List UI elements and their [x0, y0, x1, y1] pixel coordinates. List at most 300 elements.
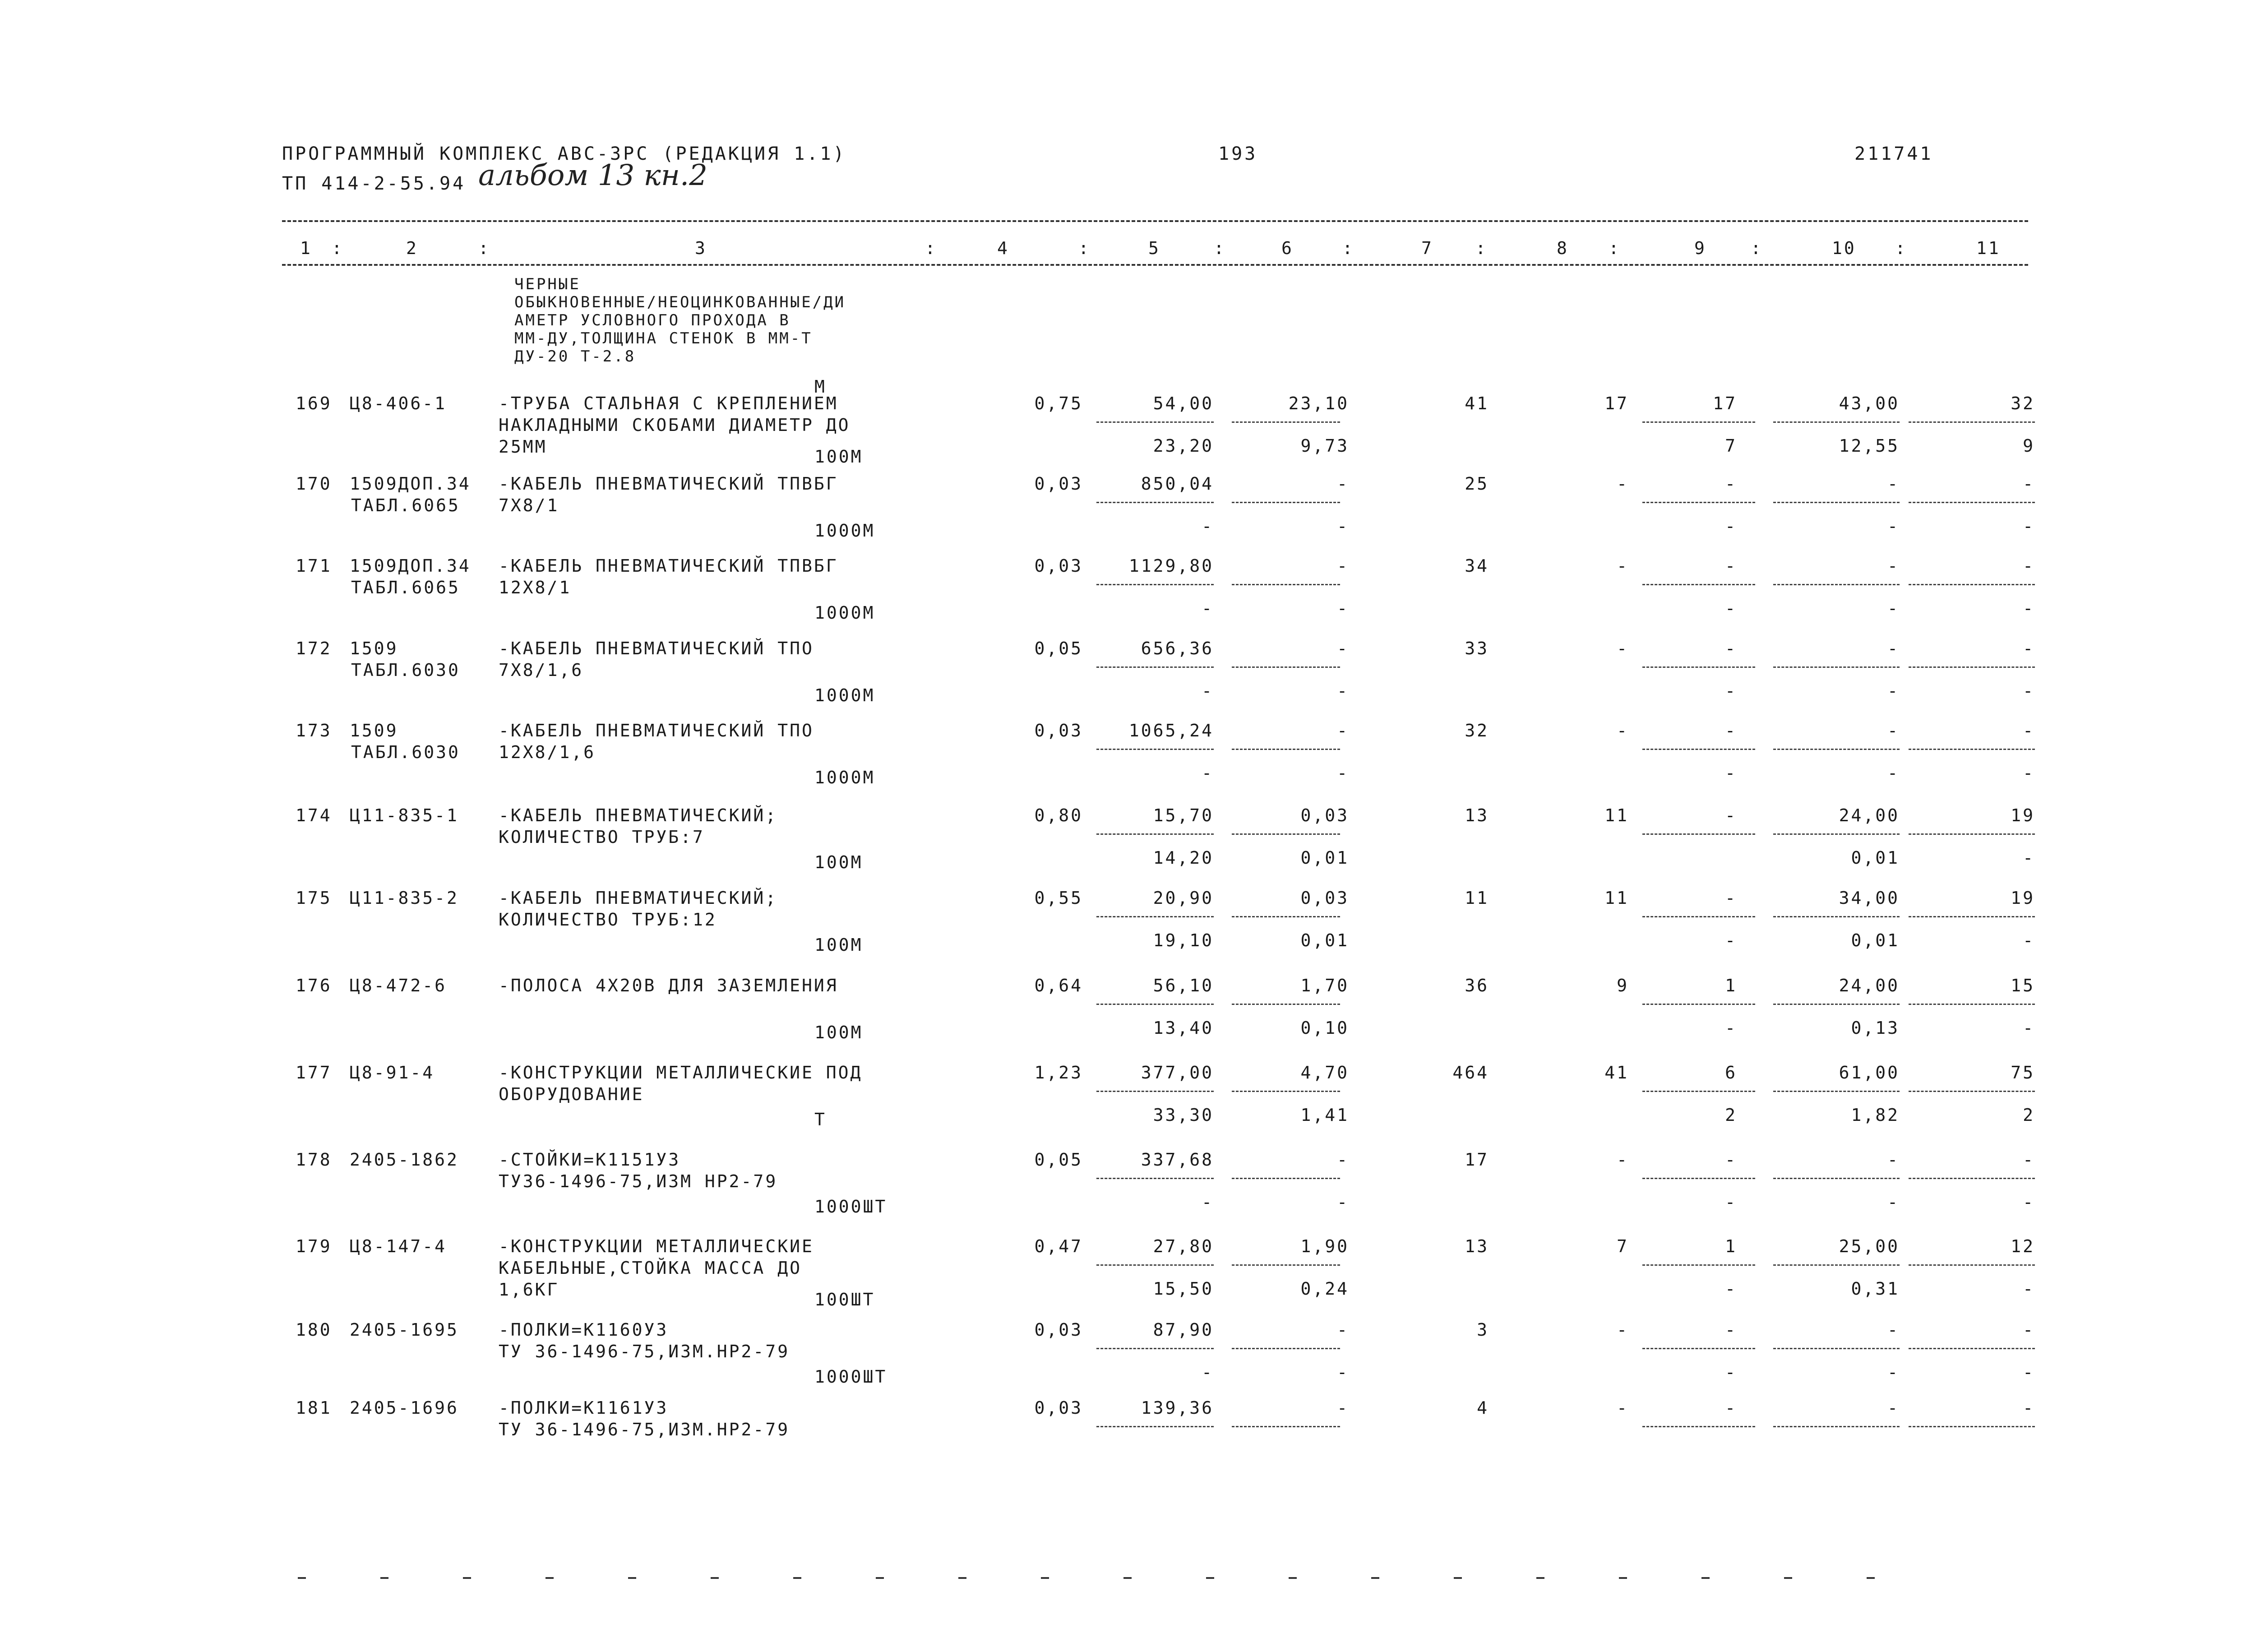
column-separator: : [1214, 238, 1226, 258]
cell-col7: 17 [1465, 1150, 1489, 1170]
cell-col10-lower: 0,13 [1851, 1018, 1900, 1038]
cell-underline [1642, 916, 1755, 917]
cell-col11-lower: - [2023, 763, 2035, 783]
row-unit: 1000ШТ [814, 1367, 888, 1387]
row-code: Ц8-147-4 [350, 1236, 447, 1256]
cell-col11: - [2023, 474, 2035, 494]
cell-col5-lower: 13,40 [1153, 1018, 1214, 1038]
bottom-dash [1454, 1577, 1462, 1579]
row-code: ТАБЛ.6065 [351, 578, 460, 597]
handwritten-note: альбом 13 кн.2 [478, 159, 707, 192]
column-separator: : [332, 238, 344, 258]
bottom-dash [958, 1577, 966, 1579]
row-description: КАБЕЛЬНЫЕ,СТОЙКА МАССА ДО [499, 1258, 802, 1278]
cell-col6-lower: 9,73 [1300, 436, 1349, 456]
cell-underline [1096, 1091, 1214, 1092]
cell-col8: - [1617, 1150, 1629, 1170]
cell-col5: 850,04 [1141, 474, 1214, 494]
column-header: 5 [1148, 238, 1160, 258]
cell-col10-lower: - [1887, 598, 1900, 618]
row-unit: 100М [814, 935, 863, 955]
cell-col8: - [1617, 1320, 1629, 1340]
cell-col6-lower: 0,01 [1300, 848, 1349, 868]
row-number: 170 [296, 474, 332, 494]
cell-underline [1773, 916, 1900, 917]
cell-col4: 0,03 [1034, 1320, 1083, 1340]
cell-underline [1096, 1178, 1214, 1179]
cell-col11-lower: - [2023, 848, 2035, 868]
cell-col9-lower: - [1725, 1279, 1737, 1299]
row-number: 173 [296, 721, 332, 740]
cell-underline [1096, 749, 1214, 750]
cell-underline [1909, 749, 2035, 750]
cell-col6: - [1337, 556, 1349, 576]
row-code: 1509 [350, 721, 398, 740]
cell-col8: - [1617, 1398, 1629, 1418]
cell-col10-lower: 0,01 [1851, 848, 1900, 868]
row-unit: 1000ШТ [814, 1197, 888, 1217]
row-number: 180 [296, 1320, 332, 1340]
cell-col8: 41 [1604, 1063, 1629, 1083]
row-description: 12Х8/1,6 [499, 742, 596, 762]
cell-col5-lower: 14,20 [1153, 848, 1214, 868]
cell-col9-lower: - [1725, 1018, 1737, 1038]
row-description: ТУ36-1496-75,ИЗМ НР2-79 [499, 1171, 778, 1191]
cell-col10: 34,00 [1839, 888, 1900, 908]
cell-underline [1773, 502, 1900, 503]
page-number: 193 [1218, 143, 1258, 164]
cell-col11: - [2023, 721, 2035, 740]
cell-underline [1642, 1178, 1755, 1179]
cell-col6-lower: 0,24 [1300, 1279, 1349, 1299]
cell-col5: 1129,80 [1128, 556, 1214, 576]
cell-underline [1232, 666, 1340, 668]
cell-col11: 19 [2011, 888, 2035, 908]
column-header: 10 [1832, 238, 1856, 258]
cell-col8: 11 [1604, 888, 1629, 908]
cell-col4: 0,03 [1034, 1398, 1083, 1418]
cell-col8: - [1617, 474, 1629, 494]
cell-col10-lower: 12,55 [1839, 436, 1900, 456]
row-description: -КОНСТРУКЦИИ МЕТАЛЛИЧЕСКИЕ [499, 1236, 814, 1256]
header-rule-bottom [282, 264, 2028, 266]
cell-underline [1232, 1091, 1340, 1092]
cell-underline [1773, 833, 1900, 835]
cell-col10: 24,00 [1839, 805, 1900, 825]
cell-underline [1232, 833, 1340, 835]
row-number: 176 [296, 976, 332, 995]
cell-col10: 43,00 [1839, 393, 1900, 413]
cell-underline [1642, 1004, 1755, 1005]
cell-col6: 23,10 [1288, 393, 1349, 413]
cell-col11-lower: - [2023, 681, 2035, 701]
cell-col8: - [1617, 639, 1629, 658]
row-description: ТУ 36-1496-75,ИЗМ.НР2-79 [499, 1342, 790, 1361]
cell-underline [1773, 666, 1900, 668]
cell-underline [1773, 1178, 1900, 1179]
row-code: Ц11-835-2 [350, 888, 459, 908]
cell-col5: 56,10 [1153, 976, 1214, 995]
row-unit: 100ШТ [814, 1290, 875, 1310]
cell-col10-lower: 1,82 [1851, 1105, 1900, 1125]
cell-col7: 464 [1452, 1063, 1489, 1083]
program-title: ПРОГРАММНЫЙ КОМПЛЕКС АВС-3РС (РЕДАКЦИЯ 1.1) [282, 143, 846, 164]
column-header: 4 [997, 238, 1009, 258]
cell-col5-lower: - [1202, 1362, 1214, 1382]
bottom-dash [1536, 1577, 1544, 1579]
cell-col9: 6 [1725, 1063, 1737, 1083]
cell-underline [1642, 1264, 1755, 1266]
row-unit: 1000М [814, 768, 875, 787]
cell-underline [1909, 1348, 2035, 1349]
cell-underline [1642, 833, 1755, 835]
row-number: 178 [296, 1150, 332, 1170]
row-code: 2405-1862 [350, 1150, 459, 1170]
cell-underline [1096, 833, 1214, 835]
cell-col10-lower: - [1887, 516, 1900, 536]
cell-underline [1642, 421, 1755, 423]
cell-underline [1773, 1426, 1900, 1427]
cell-col5: 337,68 [1141, 1150, 1214, 1170]
row-description: -КАБЕЛЬ ПНЕВМАТИЧЕСКИЙ ТПВБГ [499, 474, 838, 494]
bottom-dash [1371, 1577, 1379, 1579]
cell-underline [1096, 1004, 1214, 1005]
row-description: КОЛИЧЕСТВО ТРУБ:12 [499, 910, 717, 930]
cell-underline [1773, 421, 1900, 423]
column-separator: : [1895, 238, 1907, 258]
row-code: Ц8-406-1 [350, 393, 447, 413]
cell-col5: 15,70 [1153, 805, 1214, 825]
cell-col4: 0,64 [1034, 976, 1083, 995]
cell-col9-lower: 2 [1725, 1105, 1737, 1125]
cell-col10: 25,00 [1839, 1236, 1900, 1256]
row-description: -КАБЕЛЬ ПНЕВМАТИЧЕСКИЙ; [499, 888, 778, 908]
row-unit: 100М [814, 852, 863, 872]
row-description: -СТОЙКИ=К1151У3 [499, 1150, 681, 1170]
column-separator: : [1751, 238, 1763, 258]
cell-col10: - [1887, 1320, 1900, 1340]
row-unit: 100М [814, 447, 863, 467]
cell-col11: 12 [2011, 1236, 2035, 1256]
cell-col9: - [1725, 556, 1737, 576]
row-description: ОБОРУДОВАНИЕ [499, 1084, 644, 1104]
row-number: 171 [296, 556, 332, 576]
cell-col9: - [1725, 1398, 1737, 1418]
cell-col9-lower: 7 [1725, 436, 1737, 456]
cell-col8: 9 [1617, 976, 1629, 995]
cell-col11-lower: - [2023, 1279, 2035, 1299]
cell-col6-lower: - [1337, 516, 1349, 536]
cell-underline [1232, 916, 1340, 917]
intro-line: ЧЕРНЫЕ [514, 275, 581, 293]
cell-col11: 75 [2011, 1063, 2035, 1083]
cell-col6: - [1337, 474, 1349, 494]
intro-line: ДУ-20 Т-2.8 [514, 347, 636, 366]
cell-underline [1642, 1091, 1755, 1092]
cell-col6-lower: - [1337, 598, 1349, 618]
row-description: -ТРУБА СТАЛЬНАЯ С КРЕПЛЕНИЕМ [499, 393, 838, 413]
cell-underline [1642, 1426, 1755, 1427]
cell-underline [1909, 916, 2035, 917]
cell-col5-lower: - [1202, 763, 1214, 783]
row-description: -ПОЛОСА 4Х20В ДЛЯ ЗАЗЕМЛЕНИЯ [499, 976, 838, 995]
cell-underline [1232, 1426, 1340, 1427]
cell-col9: 1 [1725, 1236, 1737, 1256]
row-description: -КАБЕЛЬ ПНЕВМАТИЧЕСКИЙ; [499, 805, 778, 825]
cell-col10: - [1887, 556, 1900, 576]
document-code: 211741 [1854, 143, 1933, 164]
cell-col5: 87,90 [1153, 1320, 1214, 1340]
column-separator: : [1475, 238, 1488, 258]
bottom-dash [1701, 1577, 1710, 1579]
row-code: 2405-1695 [350, 1320, 459, 1340]
cell-col7: 25 [1465, 474, 1489, 494]
cell-col4: 1,23 [1034, 1063, 1083, 1083]
cell-col11-lower: - [2023, 1018, 2035, 1038]
cell-col8: - [1617, 721, 1629, 740]
cell-col5-lower: 19,10 [1153, 930, 1214, 950]
cell-col8: - [1617, 556, 1629, 576]
row-description: -КАБЕЛЬ ПНЕВМАТИЧЕСКИЙ ТПО [499, 721, 814, 740]
cell-col6: - [1337, 639, 1349, 658]
cell-col9: 17 [1713, 393, 1737, 413]
cell-col5-lower: 23,20 [1153, 436, 1214, 456]
cell-col5: 54,00 [1153, 393, 1214, 413]
intro-unit: М [814, 377, 827, 397]
row-code: Ц8-91-4 [350, 1063, 435, 1083]
cell-col4: 0,03 [1034, 721, 1083, 740]
cell-col9-lower: - [1725, 516, 1737, 536]
cell-col4: 0,80 [1034, 805, 1083, 825]
cell-col4: 0,05 [1034, 639, 1083, 658]
row-code: 1509ДОП.34 [350, 474, 471, 494]
cell-col6-lower: 0,01 [1300, 930, 1349, 950]
cell-col9: - [1725, 721, 1737, 740]
cell-col11-lower: - [2023, 598, 2035, 618]
cell-underline [1096, 502, 1214, 503]
bottom-dash [1867, 1577, 1875, 1579]
row-description: 7Х8/1 [499, 495, 559, 515]
row-code: ТАБЛ.6030 [351, 742, 460, 762]
cell-col10: 61,00 [1839, 1063, 1900, 1083]
cell-col11: 15 [2011, 976, 2035, 995]
cell-underline [1773, 1004, 1900, 1005]
cell-underline [1232, 1264, 1340, 1266]
row-unit: 1000М [814, 521, 875, 541]
cell-underline [1096, 584, 1214, 585]
cell-col7: 33 [1465, 639, 1489, 658]
cell-underline [1232, 421, 1340, 423]
cell-underline [1773, 584, 1900, 585]
cell-col5-lower: - [1202, 516, 1214, 536]
row-number: 175 [296, 888, 332, 908]
cell-col10-lower: - [1887, 763, 1900, 783]
cell-underline [1909, 1264, 2035, 1266]
cell-col6-lower: - [1337, 763, 1349, 783]
row-unit: 1000М [814, 603, 875, 623]
cell-col8: 7 [1617, 1236, 1629, 1256]
cell-col9: - [1725, 639, 1737, 658]
cell-col6: 1,90 [1300, 1236, 1349, 1256]
cell-col6-lower: 1,41 [1300, 1105, 1349, 1125]
cell-col11: - [2023, 1320, 2035, 1340]
row-description: 12Х8/1 [499, 578, 572, 597]
bottom-dash [1206, 1577, 1214, 1579]
cell-underline [1909, 502, 2035, 503]
row-description: 25ММ [499, 437, 547, 457]
cell-col10: - [1887, 721, 1900, 740]
bottom-dash [628, 1577, 636, 1579]
cell-col6-lower: 0,10 [1300, 1018, 1349, 1038]
row-number: 169 [296, 393, 332, 413]
cell-col7: 13 [1465, 1236, 1489, 1256]
cell-underline [1909, 1178, 2035, 1179]
column-separator: : [1342, 238, 1355, 258]
row-code: ТАБЛ.6030 [351, 660, 460, 680]
bottom-dash [1123, 1577, 1132, 1579]
row-number: 174 [296, 805, 332, 825]
row-description: 1,6КГ [499, 1280, 559, 1300]
cell-col4: 0,75 [1034, 393, 1083, 413]
row-unit: 100М [814, 1023, 863, 1042]
bottom-dash [793, 1577, 801, 1579]
cell-underline [1232, 1004, 1340, 1005]
cell-col6: - [1337, 1320, 1349, 1340]
cell-col9: - [1725, 888, 1737, 908]
cell-col11: - [2023, 639, 2035, 658]
cell-col10-lower: - [1887, 1192, 1900, 1212]
cell-col9-lower: - [1725, 681, 1737, 701]
cell-col10-lower: 0,31 [1851, 1279, 1900, 1299]
cell-col4: 0,05 [1034, 1150, 1083, 1170]
row-description: -ПОЛКИ=К1160У3 [499, 1320, 669, 1340]
row-number: 172 [296, 639, 332, 658]
row-number: 177 [296, 1063, 332, 1083]
intro-line: ММ-ДУ,ТОЛЩИНА СТЕНОК В ММ-Т [514, 329, 813, 347]
cell-col4: 0,47 [1034, 1236, 1083, 1256]
header-rule-top [282, 220, 2028, 222]
cell-col9: - [1725, 1150, 1737, 1170]
cell-underline [1909, 833, 2035, 835]
cell-col4: 0,03 [1034, 556, 1083, 576]
cell-underline [1642, 502, 1755, 503]
row-code: Ц11-835-1 [350, 805, 459, 825]
row-description: -КАБЕЛЬ ПНЕВМАТИЧЕСКИЙ ТПВБГ [499, 556, 838, 576]
cell-underline [1642, 1348, 1755, 1349]
cell-col5: 139,36 [1141, 1398, 1214, 1418]
cell-col5-lower: - [1202, 598, 1214, 618]
cell-col7: 41 [1465, 393, 1489, 413]
cell-col10-lower: - [1887, 1362, 1900, 1382]
cell-underline [1909, 1091, 2035, 1092]
bottom-dash [298, 1577, 306, 1579]
cell-col5-lower: - [1202, 1192, 1214, 1212]
cell-col7: 3 [1477, 1320, 1489, 1340]
column-header: 6 [1281, 238, 1294, 258]
bottom-dash [380, 1577, 388, 1579]
cell-col9: 1 [1725, 976, 1737, 995]
cell-col5: 20,90 [1153, 888, 1214, 908]
project-code: ТП 414-2-55.94 [282, 173, 466, 194]
cell-col5-lower: 33,30 [1153, 1105, 1214, 1125]
cell-col11-lower: - [2023, 1192, 2035, 1212]
cell-underline [1232, 584, 1340, 585]
cell-col7: 34 [1465, 556, 1489, 576]
cell-col10: - [1887, 474, 1900, 494]
cell-col7: 4 [1477, 1398, 1489, 1418]
cell-col11: - [2023, 1150, 2035, 1170]
cell-col5: 1065,24 [1128, 721, 1214, 740]
column-header: 3 [695, 238, 707, 258]
column-header: 2 [406, 238, 418, 258]
cell-col6: - [1337, 1150, 1349, 1170]
cell-col6-lower: - [1337, 1192, 1349, 1212]
cell-col9-lower: - [1725, 598, 1737, 618]
cell-col11-lower: - [2023, 516, 2035, 536]
cell-col9-lower: - [1725, 1192, 1737, 1212]
row-description: -ПОЛКИ=К1161У3 [499, 1398, 669, 1418]
cell-underline [1096, 1426, 1214, 1427]
cell-col10: - [1887, 1150, 1900, 1170]
column-header: 9 [1694, 238, 1706, 258]
cell-col7: 11 [1465, 888, 1489, 908]
cell-col9-lower: - [1725, 1362, 1737, 1382]
cell-underline [1096, 421, 1214, 423]
column-separator: : [1609, 238, 1621, 258]
cell-underline [1096, 1264, 1214, 1266]
cell-underline [1773, 1091, 1900, 1092]
cell-underline [1232, 502, 1340, 503]
cell-col11-lower: 9 [2023, 436, 2035, 456]
column-header: 1 [300, 238, 312, 258]
cell-col6-lower: - [1337, 681, 1349, 701]
cell-underline [1642, 749, 1755, 750]
cell-col11: 32 [2011, 393, 2035, 413]
cell-col9: - [1725, 474, 1737, 494]
cell-underline [1773, 1264, 1900, 1266]
cell-col10-lower: 0,01 [1851, 930, 1900, 950]
row-description: 7Х8/1,6 [499, 660, 584, 680]
cell-underline [1773, 1348, 1900, 1349]
cell-underline [1096, 916, 1214, 917]
column-separator: : [478, 238, 490, 258]
cell-col10-lower: - [1887, 681, 1900, 701]
cell-col7: 32 [1465, 721, 1489, 740]
cell-underline [1232, 1178, 1340, 1179]
bottom-dash [1289, 1577, 1297, 1579]
row-description: -КОНСТРУКЦИИ МЕТАЛЛИЧЕСКИЕ ПОД [499, 1063, 863, 1083]
cell-col6: 0,03 [1300, 805, 1349, 825]
cell-underline [1909, 666, 2035, 668]
cell-underline [1642, 584, 1755, 585]
cell-col5: 377,00 [1141, 1063, 1214, 1083]
cell-underline [1909, 421, 2035, 423]
bottom-dash [876, 1577, 884, 1579]
cell-underline [1096, 666, 1214, 668]
cell-col6: 4,70 [1300, 1063, 1349, 1083]
cell-underline [1642, 666, 1755, 668]
intro-line: ОБЫКНОВЕННЫЕ/НЕОЦИНКОВАННЫЕ/ДИ [514, 293, 846, 311]
row-code: Ц8-472-6 [350, 976, 447, 995]
cell-underline [1232, 1348, 1340, 1349]
cell-col11-lower: - [2023, 1362, 2035, 1382]
cell-col5: 27,80 [1153, 1236, 1214, 1256]
cell-col7: 13 [1465, 805, 1489, 825]
row-number: 179 [296, 1236, 332, 1256]
row-code: 1509 [350, 639, 398, 658]
cell-col5-lower: - [1202, 681, 1214, 701]
row-description: НАКЛАДНЫМИ СКОБАМИ ДИАМЕТР ДО [499, 415, 851, 435]
